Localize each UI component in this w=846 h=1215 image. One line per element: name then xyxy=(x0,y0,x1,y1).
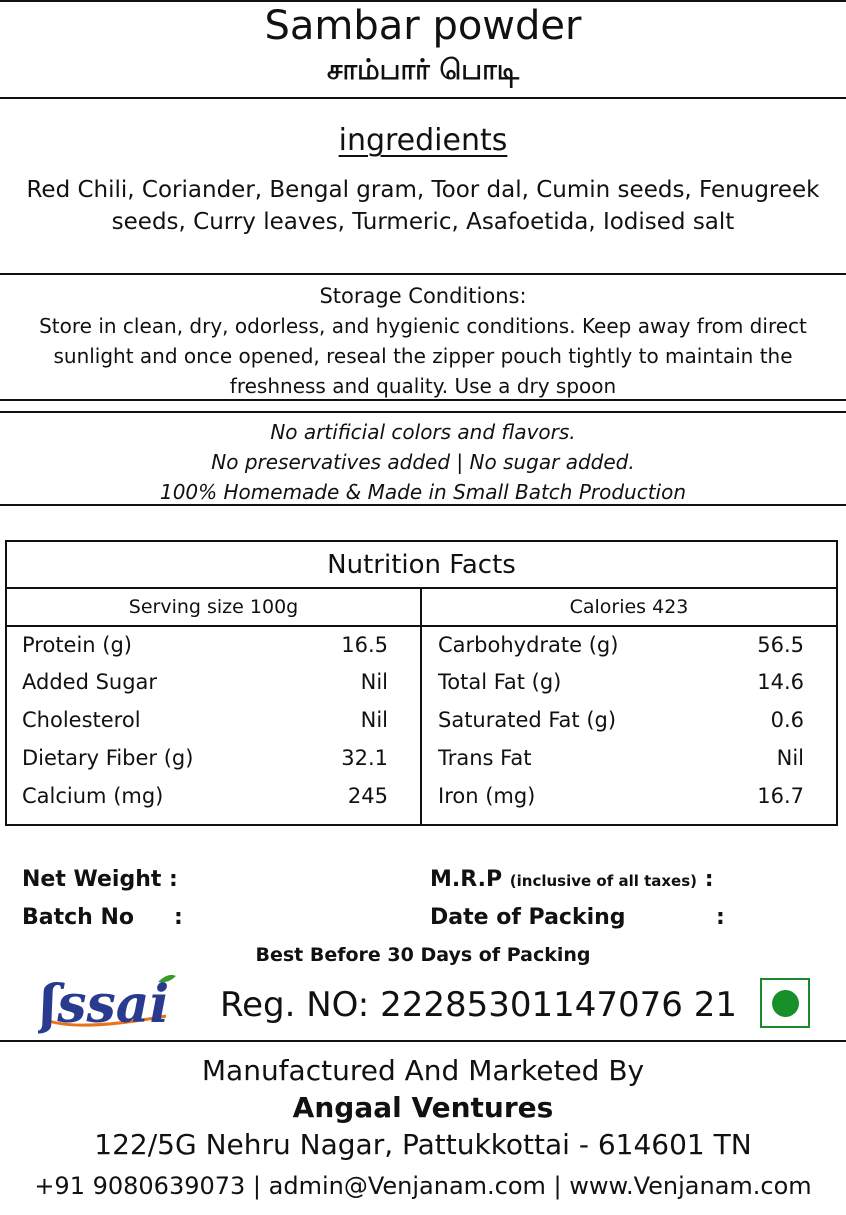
nutrient-label: Protein (g) xyxy=(22,633,133,657)
nutrient-value: 0.6 xyxy=(770,708,804,732)
nutrient-label: Calcium (mg) xyxy=(22,784,164,808)
net-weight-label: Net Weight : xyxy=(22,867,178,892)
nutrition-row xyxy=(22,739,388,777)
mrp-label xyxy=(430,865,714,896)
manufactured-by: Manufactured And Marketed By xyxy=(201,1054,645,1087)
date-of-packing-colon: : xyxy=(716,905,725,930)
nutrient-label: Added Sugar xyxy=(22,670,158,694)
divider-storage-2 xyxy=(0,411,846,413)
divider-ingredients xyxy=(0,273,846,275)
divider-header xyxy=(0,97,846,99)
nutrition-facts-table xyxy=(5,540,838,826)
best-before: Best Before 30 Days of Packing xyxy=(255,944,591,966)
nutrition-row xyxy=(438,626,804,664)
nutrient-label: Cholesterol xyxy=(22,708,141,732)
nutrition-row xyxy=(438,701,804,739)
calories: Calories 423 xyxy=(422,587,836,627)
nutrient-value: Nil xyxy=(360,670,388,694)
nutrient-value: 32.1 xyxy=(341,746,388,770)
divider-claims xyxy=(0,504,846,506)
veg-dot xyxy=(772,990,799,1017)
nutrient-value: 56.5 xyxy=(757,633,804,657)
ingredients-text: Red Chili, Coriander, Bengal gram, Toor dal, Cumin seeds, Fenugreek seeds, Curry leaves, Turmeric, Asafoetida, Iodised salt xyxy=(26,177,820,235)
storage-heading: Storage Conditions: xyxy=(319,284,527,308)
nutrient-value: 16.7 xyxy=(757,784,804,808)
nutrition-row xyxy=(22,777,388,815)
claim-line: 100% Homemade & Made in Small Batch Production xyxy=(159,480,687,504)
nutrient-label: Carbohydrate (g) xyxy=(438,633,619,657)
nutrient-label: Saturated Fat (g) xyxy=(438,708,617,732)
nutrient-label: Trans Fat xyxy=(438,746,532,770)
nutrition-row xyxy=(22,626,388,664)
nutrient-label: Total Fat (g) xyxy=(438,670,562,694)
product-title: Sambar powder xyxy=(264,3,582,49)
nutrient-label: Dietary Fiber (g) xyxy=(22,746,194,770)
nutrition-row xyxy=(22,701,388,739)
nutrition-row xyxy=(22,663,388,701)
fssai-reg-number: Reg. NO: 22285301147076 21 xyxy=(220,985,737,1025)
nutrient-value: 245 xyxy=(347,784,388,808)
nutrition-row xyxy=(438,777,804,815)
nutrient-label: Iron (mg) xyxy=(438,784,536,808)
product-title-tamil: சாம்பார் பொடி xyxy=(326,53,520,86)
mrp-label-text: M.R.P xyxy=(430,867,503,892)
divider-storage-1 xyxy=(0,399,846,401)
mrp-colon: : xyxy=(704,867,714,892)
nutrient-value: Nil xyxy=(776,746,804,770)
batch-no-label: Batch No xyxy=(22,905,135,930)
contact-info: +91 9080639073 | admin@Venjanam.com | www.Venjanam.com xyxy=(34,1172,812,1200)
storage-text: Store in clean, dry, odorless, and hygienic conditions. Keep away from direct sunlight and once opened, reseal the zipper pouch tightly to maintain the freshness and quality. Use a dry spoon xyxy=(39,314,807,398)
claim-line: No artificial colors and flavors. xyxy=(270,420,576,444)
nutrient-value: 16.5 xyxy=(341,633,388,657)
date-of-packing-label: Date of Packing xyxy=(430,905,626,930)
ingredients-heading-text: ingredients xyxy=(338,123,508,158)
batch-no-colon: : xyxy=(174,905,183,930)
fssai-logo xyxy=(38,970,178,1034)
serving-size: Serving size 100g xyxy=(7,587,420,627)
svg-text:ʃssai: ʃssai xyxy=(40,974,170,1034)
claims-block xyxy=(0,417,846,507)
company-address: 122/5G Nehru Nagar, Pattukkottai - 614601 TN xyxy=(94,1128,752,1161)
claim-line: No preservatives added | No sugar added. xyxy=(211,450,635,474)
nutrition-title: Nutrition Facts xyxy=(7,542,836,589)
nutrition-row xyxy=(438,739,804,777)
fssai-logo-graphic xyxy=(38,970,178,1034)
divider-footer xyxy=(0,1040,846,1042)
company-name: Angaal Ventures xyxy=(292,1091,554,1124)
mrp-note: (inclusive of all taxes) xyxy=(509,872,698,890)
veg-symbol-icon xyxy=(760,978,810,1028)
nutrition-row xyxy=(438,663,804,701)
ingredients-heading xyxy=(0,122,846,160)
nutrient-value: 14.6 xyxy=(757,670,804,694)
nutrient-value: Nil xyxy=(360,708,388,732)
